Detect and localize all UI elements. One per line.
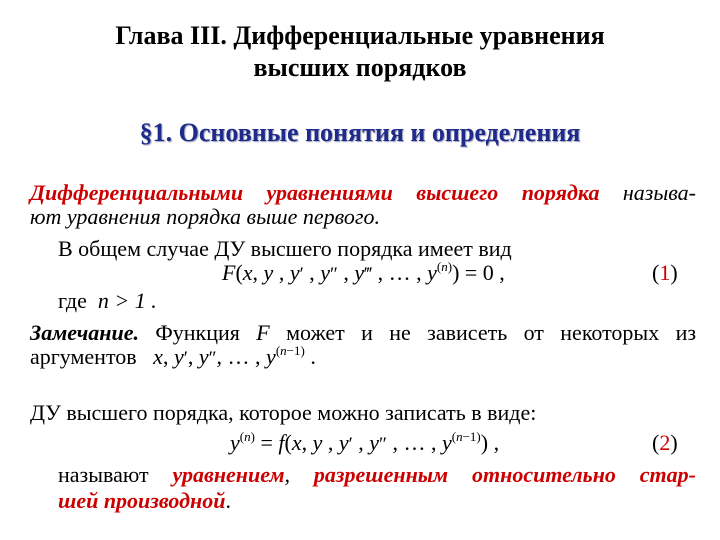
chapter-title: Глава III. Дифференциальные уравнения (115, 21, 605, 50)
equation-2-number: (2) (652, 430, 678, 455)
condition-prefix: где (58, 288, 87, 313)
remark-line2: аргументов x, y′, y″, … , $y^{(n-1)}$ . (30, 343, 316, 369)
condition-text: n > 1 . (97, 288, 157, 313)
equation-2-number-value: 2 (659, 430, 671, 455)
definition-line2-text: ют уравнения порядка выше первого (30, 204, 375, 229)
definition-rest: называ- (622, 180, 697, 205)
equation-1-number: (1) (652, 260, 678, 285)
section-title: §1. Основные понятия и определения (139, 118, 581, 147)
resolved-term2: разрешенным относительно стар- (313, 462, 696, 487)
definition-line1 (30, 180, 696, 206)
remark-label: Замечание. (30, 320, 140, 345)
definition-line2: ют уравнения порядка выше первого. (30, 204, 380, 229)
resolved-term1: уравнением (172, 462, 285, 487)
remark-text1: Функция (155, 320, 240, 345)
resolved-line1: называют уравнением, разрешенным относительно стар- (58, 462, 696, 487)
equation-2: $y^{(n)} = f(x$, y , y′ , y″ , … , $y^{(n-1)}$) , (230, 429, 500, 455)
chapter-subtitle: высших порядков (253, 53, 467, 82)
resolved-line2: шей производной. (58, 488, 231, 513)
remark-line1 (30, 320, 696, 346)
definition-term: Дифференциальными уравнениями высшего порядка (30, 180, 600, 205)
general-intro: В общем случае ДУ высшего порядка имеет вид (58, 236, 512, 261)
remark-F: F (256, 320, 270, 345)
resolved-called: называют (58, 462, 149, 487)
equation-1-number-value: 1 (659, 260, 671, 285)
condition-line (58, 288, 157, 314)
resolved-intro: ДУ высшего порядка, которое можно записать в виде: (30, 400, 537, 425)
remark-line2-prefix: аргументов (30, 344, 137, 369)
equation-1: F(x, y , y′ , y″ , y‴ , … , $y^{(n)}) = 0$ , (222, 259, 505, 285)
resolved-term3: шей производной (58, 488, 226, 513)
remark-text2: может и не зависеть от некоторых из (286, 320, 697, 345)
